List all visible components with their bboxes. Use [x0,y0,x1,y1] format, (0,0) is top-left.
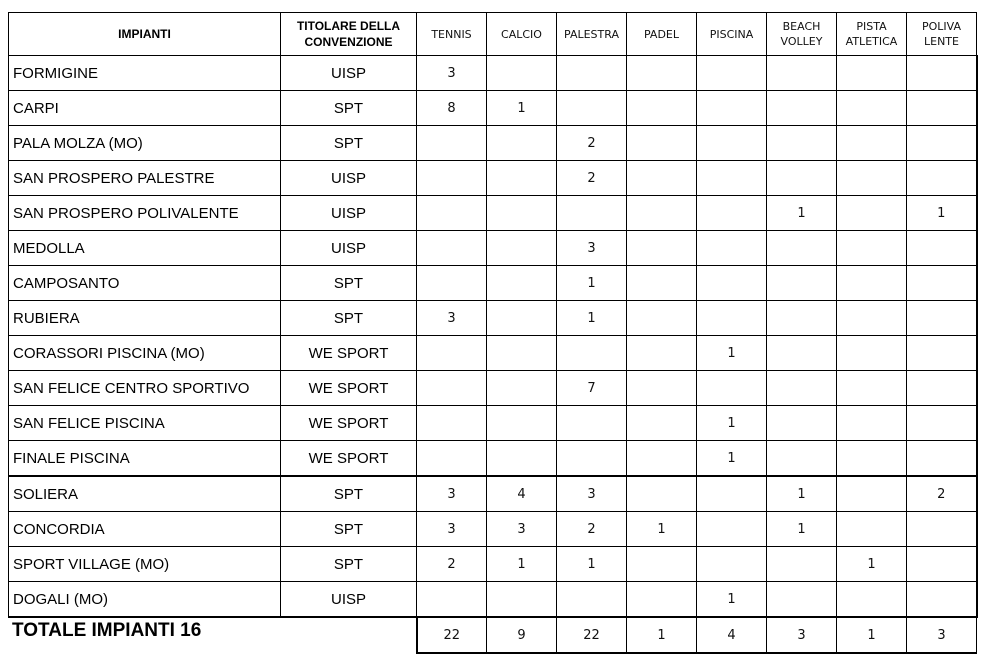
facility-owner: WE SPORT [281,441,417,477]
sport-count: 2 [907,476,977,512]
sport-count: 3 [417,56,487,91]
total-label: TOTALE IMPIANTI 16 [12,620,202,641]
sport-count: 1 [697,336,767,371]
sport-count [627,371,697,406]
sport-count [627,476,697,512]
facility-name: SPORT VILLAGE (MO) [9,547,281,582]
sport-count [417,336,487,371]
sport-count [697,231,767,266]
sport-count [487,582,557,618]
header-sport [907,13,977,56]
sport-count [627,266,697,301]
sport-count: 1 [767,476,837,512]
facility-owner: UISP [281,231,417,266]
sport-count: 1 [697,406,767,441]
facility-owner: UISP [281,196,417,231]
facility-owner: UISP [281,161,417,196]
sport-count [417,441,487,477]
sport-count [767,582,837,618]
sport-count [557,406,627,441]
sport-count [837,231,907,266]
sport-count [697,161,767,196]
facility-owner: SPT [281,301,417,336]
header-sport-line1: POLIVA [921,20,961,33]
sport-count [837,582,907,618]
table-row [9,266,977,301]
sport-count [417,266,487,301]
sport-count [767,441,837,477]
header-sport [487,13,557,56]
sport-count [767,91,837,126]
facility-name: SAN PROSPERO PALESTRE [9,161,281,196]
sport-count: 1 [557,301,627,336]
sport-count: 3 [417,301,487,336]
sport-count [837,476,907,512]
sport-count [487,56,557,91]
header-sport [697,13,767,56]
sport-count [417,161,487,196]
facility-owner: WE SPORT [281,406,417,441]
sport-count [837,371,907,406]
header-titolare [281,13,417,56]
sport-count [907,512,977,547]
sport-count [767,266,837,301]
sport-count: 2 [417,547,487,582]
sport-count [907,91,977,126]
sport-count: 1 [487,91,557,126]
sport-count [417,231,487,266]
total-count: 22 [557,617,627,653]
sport-count [907,441,977,477]
sport-count [837,91,907,126]
facility-name: CARPI [9,91,281,126]
sport-count: 1 [837,547,907,582]
facility-name: SAN PROSPERO POLIVALENTE [9,196,281,231]
table-row [9,126,977,161]
sport-count [907,336,977,371]
sport-count: 3 [487,512,557,547]
sport-count [417,582,487,618]
header-sport-line1: PISTA [856,20,887,33]
sport-count [487,161,557,196]
facility-owner: SPT [281,91,417,126]
sport-count [627,336,697,371]
sport-count [837,161,907,196]
facilities-table [8,12,978,654]
header-sport-line1: TENNIS [431,27,472,41]
sport-count [767,547,837,582]
sport-count [697,196,767,231]
header-sport [837,13,907,56]
total-count: 1 [627,617,697,653]
header-sport-line2: ATLETICA [845,35,898,48]
facility-name: SAN FELICE PISCINA [9,406,281,441]
header-sport [557,13,627,56]
table-row [9,336,977,371]
total-count: 4 [697,617,767,653]
sport-count [767,371,837,406]
sport-count [417,126,487,161]
sport-count: 1 [487,547,557,582]
sport-count [627,161,697,196]
header-sport-line1: PADEL [643,27,679,41]
facility-name: SOLIERA [9,476,281,512]
sport-count: 3 [417,476,487,512]
sport-count [557,196,627,231]
facility-owner: UISP [281,582,417,618]
sport-count [767,56,837,91]
sport-count [487,406,557,441]
facility-name: RUBIERA [9,301,281,336]
sport-count [837,406,907,441]
table-row [9,231,977,266]
sport-count [627,196,697,231]
table-row [9,512,977,547]
sport-count [767,336,837,371]
table-row [9,196,977,231]
sport-count: 1 [627,512,697,547]
sport-count [697,476,767,512]
header-sport-line1: PALESTRA [564,27,619,41]
table-row [9,91,977,126]
sport-count [767,301,837,336]
sport-count [627,56,697,91]
sport-count [697,266,767,301]
sport-count: 3 [417,512,487,547]
table-row [9,161,977,196]
facility-name: PALA MOLZA (MO) [9,126,281,161]
sport-count [557,91,627,126]
totals-blank [281,617,417,653]
sport-count [907,56,977,91]
sport-count [627,582,697,618]
sport-count [487,196,557,231]
facility-owner: WE SPORT [281,371,417,406]
table-row [9,476,977,512]
sport-count [907,126,977,161]
sport-count [907,161,977,196]
header-sport [767,13,837,56]
sport-count [557,441,627,477]
sport-count [487,126,557,161]
sport-count [417,196,487,231]
sport-count [697,512,767,547]
sport-count: 1 [767,196,837,231]
sport-count [767,231,837,266]
sport-count [837,512,907,547]
sport-count [767,126,837,161]
total-count: 3 [767,617,837,653]
total-count: 1 [837,617,907,653]
header-sport-line2: VOLLEY [780,35,823,48]
sport-count [697,547,767,582]
header-sport [417,13,487,56]
facility-owner: SPT [281,512,417,547]
sport-count [417,406,487,441]
facility-name: CAMPOSANTO [9,266,281,301]
facility-owner: SPT [281,476,417,512]
sport-count: 2 [557,512,627,547]
sport-count [697,56,767,91]
sport-count [487,441,557,477]
table-row [9,406,977,441]
sport-count: 1 [697,441,767,477]
sport-count [487,371,557,406]
sport-count [557,56,627,91]
sport-count: 2 [557,161,627,196]
table-row [9,301,977,336]
sport-count [627,441,697,477]
sport-count [697,371,767,406]
header-row [9,13,977,56]
sport-count: 4 [487,476,557,512]
sport-count [767,161,837,196]
sport-count: 7 [557,371,627,406]
sport-count [907,231,977,266]
table-row [9,582,977,618]
sport-count [487,336,557,371]
sport-count: 2 [557,126,627,161]
sport-count [627,126,697,161]
sport-count [697,126,767,161]
sport-count: 1 [697,582,767,618]
facility-owner: UISP [281,56,417,91]
sport-count: 1 [767,512,837,547]
sport-count [557,336,627,371]
sport-count [697,301,767,336]
facility-name: SAN FELICE CENTRO SPORTIVO [9,371,281,406]
facility-name: FORMIGINE [9,56,281,91]
header-sport [627,13,697,56]
table-row [9,371,977,406]
table-row [9,56,977,91]
total-count: 22 [417,617,487,653]
sport-count [907,301,977,336]
facility-name: MEDOLLA [9,231,281,266]
sport-count: 3 [557,476,627,512]
sport-count [837,266,907,301]
sport-count [627,547,697,582]
sport-count: 1 [557,547,627,582]
sport-count [907,371,977,406]
sport-count [837,126,907,161]
sport-count: 3 [557,231,627,266]
facility-owner: WE SPORT [281,336,417,371]
facility-owner: SPT [281,266,417,301]
sport-count: 1 [557,266,627,301]
sport-count [837,336,907,371]
sport-count [907,547,977,582]
table-body [9,56,977,654]
total-count: 3 [907,617,977,653]
sport-count [627,301,697,336]
sport-count [767,406,837,441]
sport-count [487,231,557,266]
sport-count [837,56,907,91]
header-sport-line1: PISCINA [709,27,754,41]
header-impianti: IMPIANTI [9,13,281,56]
header-sport-line1: BEACH [782,20,821,33]
header-titolare-line2: CONVENZIONE [304,35,393,49]
sport-count [487,301,557,336]
facility-name: CORASSORI PISCINA (MO) [9,336,281,371]
facility-owner: SPT [281,547,417,582]
table-row [9,441,977,477]
facility-name: DOGALI (MO) [9,582,281,618]
sport-count [627,91,697,126]
header-sport-line2: LENTE [924,35,959,48]
sport-count [837,441,907,477]
header-titolare-line1: TITOLARE DELLA [296,19,401,33]
sport-count: 1 [907,196,977,231]
sport-count [627,231,697,266]
table-row [9,547,977,582]
header-sport-line1: CALCIO [501,27,542,41]
total-count: 9 [487,617,557,653]
facility-owner: SPT [281,126,417,161]
sport-count [487,266,557,301]
sport-count [907,266,977,301]
sport-count [697,91,767,126]
sport-count [837,196,907,231]
sport-count: 8 [417,91,487,126]
facility-name: FINALE PISCINA [9,441,281,477]
sport-count [417,371,487,406]
sport-count [907,582,977,618]
sport-count [627,406,697,441]
sport-count [557,582,627,618]
facility-name: CONCORDIA [9,512,281,547]
sport-count [837,301,907,336]
sport-count [907,406,977,441]
